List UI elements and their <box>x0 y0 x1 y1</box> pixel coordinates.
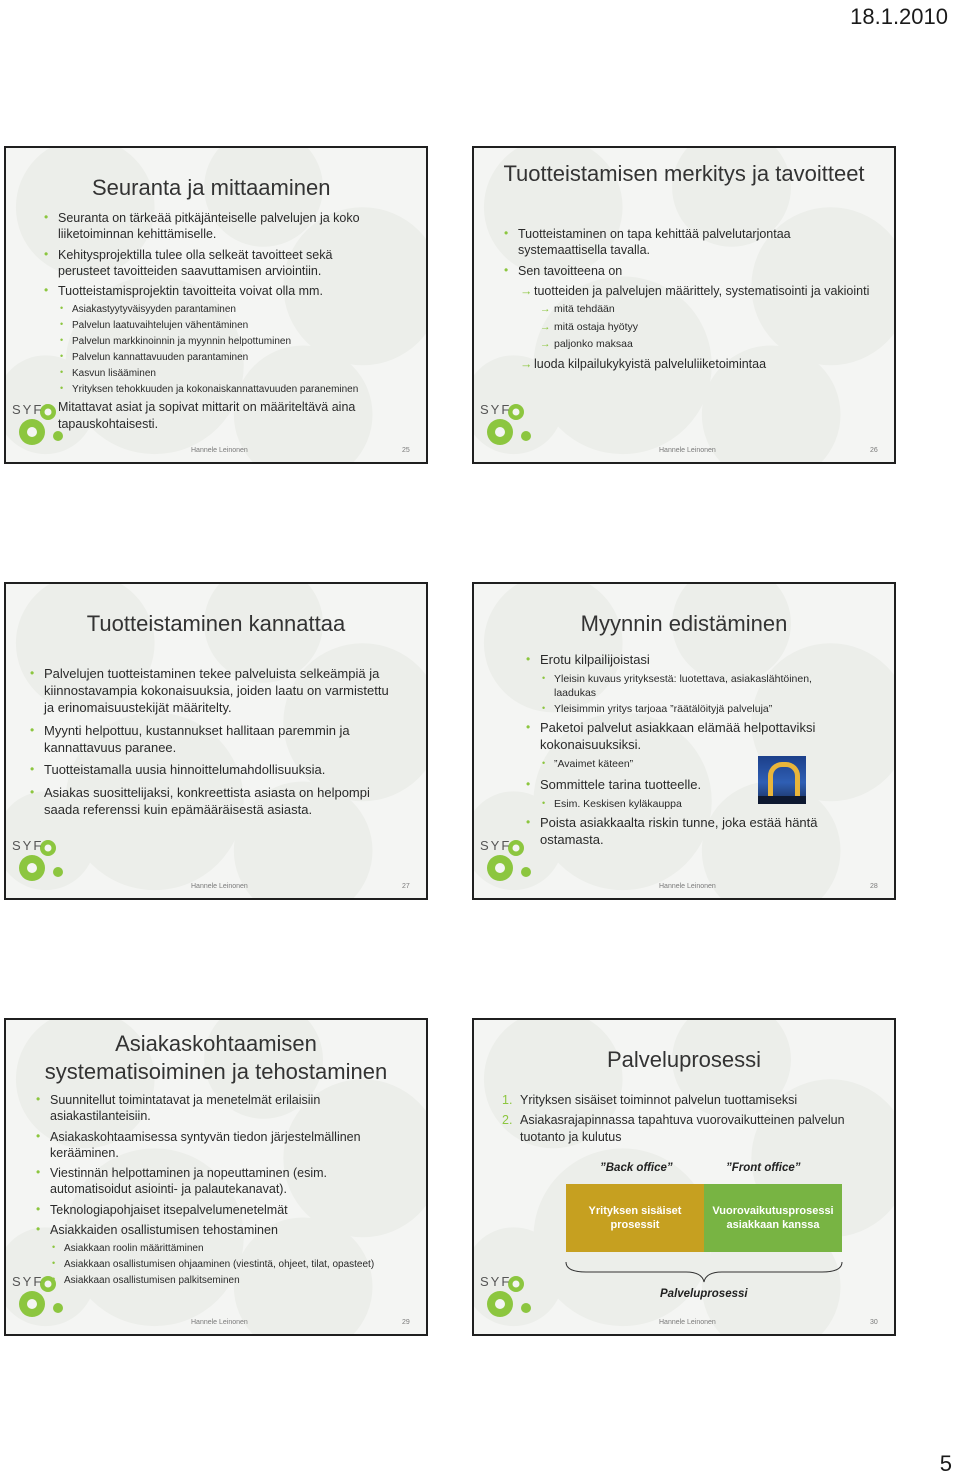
bullet: • Tuotteistamalla uusia hinnoittelumahdollisuuksia. <box>28 762 400 779</box>
syf-logo <box>10 838 70 878</box>
slide-number: 28 <box>870 883 878 890</box>
sub-bullet: • Asiakkaan osallistumisen palkitseminen <box>52 1274 406 1287</box>
slide-title: Tuotteistamisen merkitys ja tavoitteet <box>503 161 865 186</box>
bullet: • Suunnitellut toimintatavat ja menetelmät erilaisiin asiakastilanteisiin. <box>34 1092 406 1125</box>
slide-number: 27 <box>402 883 410 890</box>
slide-25 <box>4 146 428 464</box>
author: Hannele Leinonen <box>659 883 716 890</box>
bullet: • Sommittele tarina tuotteelle. <box>524 777 854 794</box>
slide-body <box>524 652 854 853</box>
author: Hannele Leinonen <box>659 1319 716 1326</box>
bullet: • Tuotteistaminen on tapa kehittää palvelutarjontaa systemaattisella tavalla. <box>502 226 870 259</box>
slide-title: Myynnin edistäminen <box>580 611 788 636</box>
syf-logo <box>478 402 538 442</box>
syf-logo <box>478 838 538 878</box>
bullet: • Asiakaskohtaamisessa syntyvän tiedon järjestelmällinen kerääminen. <box>34 1129 406 1162</box>
internal-process-box: Yrityksen sisäiset prosessit <box>566 1184 704 1252</box>
slide-29 <box>4 1018 428 1336</box>
author: Hannele Leinonen <box>191 883 248 890</box>
bullet: • Viestinnän helpottaminen ja nopeuttaminen (esim. automatisoidut asiointi- ja palautekanavat). <box>34 1165 406 1198</box>
arrow-subitem: → paljonko maksaa <box>540 338 633 351</box>
logo-text: SYF <box>480 1274 512 1289</box>
slide-27 <box>4 582 428 900</box>
bullet: • Kehitysprojektilla tulee olla selkeät tavoitteet sekä perusteet tavoitteiden saavuttamisen arviointiin. <box>42 247 386 280</box>
sub-bullet: • Esim. Keskisen kyläkauppa <box>542 798 854 812</box>
date: 18.1.2010 <box>850 4 948 29</box>
front-office-label: ”Front office” <box>726 1162 801 1174</box>
bullet: • Mitattavat asiat ja sopivat mittarit on määriteltävä aina tapauskohtaisesti. <box>42 399 386 432</box>
bullet: • Palvelujen tuotteistaminen tekee palveluista selkeämpiä ja kiinnostavampia kokonaisuuksia, joiden laatu on varmistettu ja erinomaisuustekijät määritelty. <box>28 666 400 717</box>
author: Hannele Leinonen <box>659 447 716 454</box>
slide-30 <box>472 1018 896 1336</box>
arrow-item: → tuotteiden ja palvelujen määrittely, systematisointi ja vakiointi <box>520 283 870 298</box>
logo-text: SYF <box>12 402 44 417</box>
bullet: • Asiakkaiden osallistumisen tehostaminen <box>34 1222 406 1238</box>
slide-body <box>28 666 400 825</box>
sub-bullet: • Palvelun laatuvaihtelujen vähentäminen <box>60 319 386 332</box>
bullet: • Tuotteistamisprojektin tavoitteita voivat olla mm. <box>42 283 386 299</box>
back-office-label: ”Back office” <box>600 1162 673 1174</box>
process-diagram <box>474 1100 894 1300</box>
bullet: • Erotu kilpailijoistasi <box>524 652 854 669</box>
slide-number: 26 <box>870 447 878 454</box>
logo-text: SYF <box>12 838 44 853</box>
bullet: • Poista asiakkaalta riskin tunne, joka estää häntä ostamasta. <box>524 815 854 849</box>
sub-bullet: • Asiakkaan osallistumisen ohjaaminen (viestintä, ohjeet, tilat, opasteet) <box>52 1258 406 1271</box>
numbered-item: 1. Yrityksen sisäiset toiminnot palvelun tuottamiseksi <box>502 1093 798 1107</box>
slide-title: Palveluprosessi <box>606 1047 762 1072</box>
slide-number: 25 <box>402 447 410 454</box>
process-label: Palveluprosessi <box>660 1288 748 1300</box>
slide-body <box>34 1092 406 1290</box>
interaction-process-box: Vuorovaikutusprosessi asiakkaan kanssa <box>704 1184 842 1252</box>
logo-text: SYF <box>480 838 512 853</box>
sub-bullet: • Palvelun markkinoinnin ja myynnin helpottuminen <box>60 335 386 348</box>
bullet: • Myynti helpottuu, kustannukset hallitaan paremmin ja kannattavuus paranee. <box>28 723 400 757</box>
sub-bullet: • Asiakkaan roolin määrittäminen <box>52 1242 406 1255</box>
syf-logo <box>478 1274 538 1314</box>
slide-title: Asiakaskohtaamisen systematisoiminen ja tehostaminen <box>44 1031 388 1084</box>
author: Hannele Leinonen <box>191 447 248 454</box>
sub-bullet: • Asiakastyytyväisyyden parantaminen <box>60 303 386 316</box>
slide-title: Seuranta ja mittaaminen <box>92 175 331 200</box>
logo-text: SYF <box>12 1274 44 1289</box>
bullet: • Seuranta on tärkeää pitkäjänteiselle palvelujen ja koko liiketoiminnan kehittämiselle. <box>42 210 386 243</box>
bullet: • Teknologiapohjaiset itsepalvelumenetelmät <box>34 1202 406 1218</box>
arrow-subitem: → mitä tehdään <box>540 303 615 315</box>
sub-bullet: • Palvelun kannattavuuden parantaminen <box>60 351 386 364</box>
brace <box>474 1100 894 1300</box>
page-number: 5 <box>939 1451 952 1476</box>
syf-logo <box>10 402 70 442</box>
arch-photo <box>758 756 806 804</box>
numbered-item: 2. Asiakasrajapinnassa tapahtuva vuorovaikutteinen palvelun tuotanto ja kulutus <box>502 1113 845 1144</box>
arrow-item: → luoda kilpailukykyistä palveluliiketoimintaa <box>520 356 767 371</box>
slide-28 <box>472 582 896 900</box>
sub-bullet: • ”Avaimet käteen” <box>542 758 854 772</box>
bullet: • Sen tavoitteena on <box>502 263 870 279</box>
bullet: • Asiakas suosittelijaksi, konkreettista asiasta on helpompi saada referenssi kuin epämääräisestä asiasta. <box>28 785 400 819</box>
slide-number: 29 <box>402 1319 410 1326</box>
syf-logo <box>10 1274 70 1314</box>
sub-bullet: • Yleisimmin yritys tarjoaa ”räätälöityjä palveluja” <box>542 703 854 717</box>
logo-text: SYF <box>480 402 512 417</box>
sub-bullet: • Yleisin kuvaus yrityksestä: luotettava, asiakaslähtöinen, laadukas <box>542 673 854 700</box>
slide-body <box>502 226 870 376</box>
author: Hannele Leinonen <box>191 1319 248 1326</box>
sub-bullet: • Kasvun lisääminen <box>60 367 386 380</box>
slide-number: 30 <box>870 1319 878 1326</box>
sub-bullet: • Yrityksen tehokkuuden ja kokonaiskannattavuuden paraneminen <box>60 383 386 396</box>
slide-body <box>42 210 386 436</box>
bullet: • Paketoi palvelut asiakkaan elämää helpottaviksi kokonaisuuksiksi. <box>524 720 854 754</box>
arrow-subitem: → mitä ostaja hyötyy <box>540 320 639 333</box>
slide-26 <box>472 146 896 464</box>
slide-title: Tuotteistaminen kannattaa <box>86 611 346 636</box>
